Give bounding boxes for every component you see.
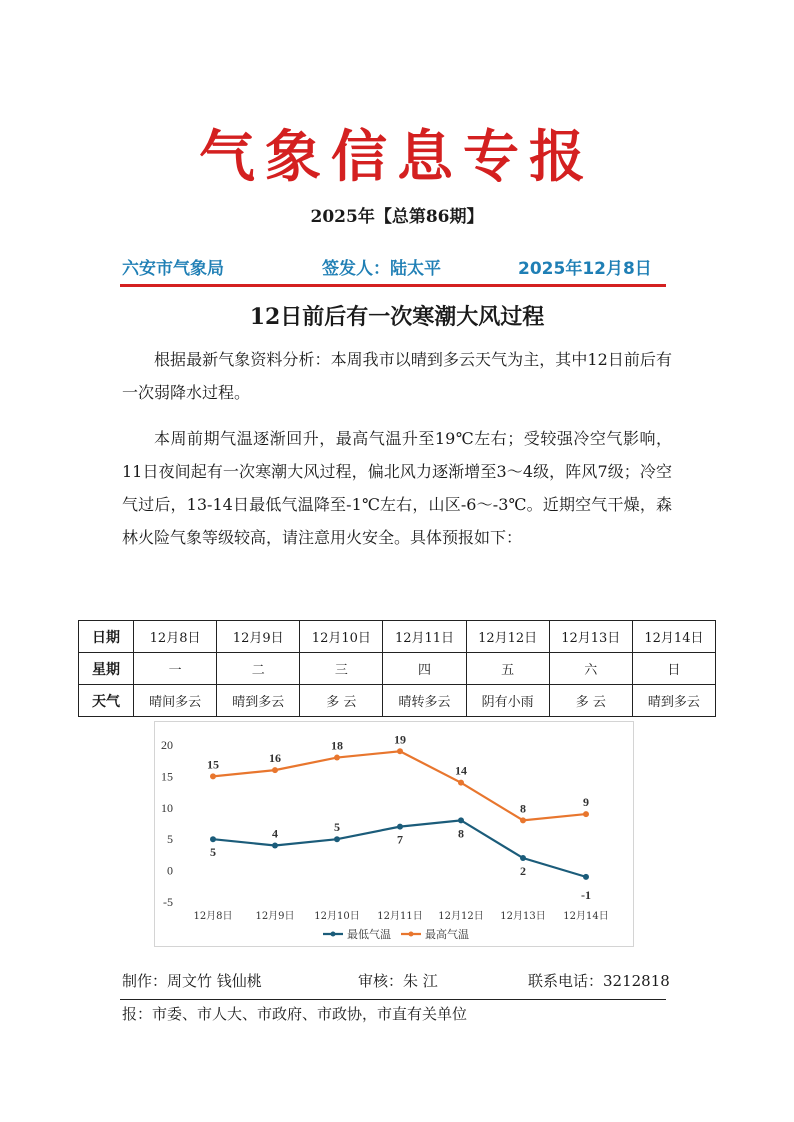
headline: 12日前后有一次寒潮大风过程 <box>249 304 545 330</box>
data-label: 2 <box>520 864 526 879</box>
y-tick-label: 15 <box>161 769 173 784</box>
row-label-date: 日期 <box>79 621 134 653</box>
data-label: 16 <box>269 751 281 766</box>
table-cell-weekday: 四 <box>383 653 466 685</box>
y-tick-label: 10 <box>161 800 173 815</box>
data-point <box>583 811 589 817</box>
y-tick-label: 5 <box>167 832 173 847</box>
data-point <box>520 855 526 861</box>
distribution-list: 报：市委、市人大、市政府、市政协，市直有关单位 <box>122 1005 468 1023</box>
table-cell-date: 12月8日 <box>134 621 217 653</box>
table-cell-weekday: 二 <box>217 653 300 685</box>
table-cell-weather: 多 云 <box>300 685 383 717</box>
table-cell-weekday: 一 <box>134 653 217 685</box>
data-point <box>583 874 589 880</box>
data-point <box>334 836 340 842</box>
data-point <box>334 755 340 761</box>
data-point <box>458 780 464 786</box>
footer-reviewer: 审核：朱 江 <box>358 972 438 990</box>
table-cell-weather: 晴转多云 <box>383 685 466 717</box>
issue-number: 2025年【总第86期】 <box>310 207 484 227</box>
table-cell-date: 12月9日 <box>217 621 300 653</box>
table-cell-weather: 晴到多云 <box>632 685 715 717</box>
legend-marker <box>331 932 336 937</box>
data-label: 9 <box>583 795 589 810</box>
body-paragraph-1: 根据最新气象资料分析：本周我市以晴到多云天气为主，其中12日前后有一次弱降水过程。 <box>122 350 672 402</box>
data-point <box>272 767 278 773</box>
signer: 签发人：陆太平 <box>322 259 441 279</box>
table-cell-weekday: 三 <box>300 653 383 685</box>
table-cell-weekday: 六 <box>549 653 632 685</box>
temperature-chart-svg <box>155 722 633 946</box>
table-cell-date: 12月11日 <box>383 621 466 653</box>
y-tick-label: 20 <box>161 738 173 752</box>
data-point <box>520 817 526 823</box>
footer-divider <box>120 999 666 1000</box>
data-point <box>397 824 403 830</box>
data-label: 15 <box>207 757 219 772</box>
issue-date: 2025年12月8日 <box>518 259 652 279</box>
table-cell-date: 12月10日 <box>300 621 383 653</box>
x-tick-label: 12月10日 <box>314 911 360 922</box>
row-label-weekday: 星期 <box>79 653 134 685</box>
table-cell-weekday: 五 <box>466 653 549 685</box>
x-tick-label: 12月9日 <box>255 911 295 922</box>
data-point <box>210 773 216 779</box>
data-point <box>210 836 216 842</box>
forecast-table <box>78 620 716 717</box>
table-cell-date: 12月14日 <box>632 621 715 653</box>
data-label: 8 <box>458 826 464 841</box>
table-cell-weather: 晴到多云 <box>217 685 300 717</box>
x-tick-label: 12月12日 <box>438 911 484 922</box>
table-cell-weather: 晴间多云 <box>134 685 217 717</box>
table-cell-weather: 阴有小雨 <box>466 685 549 717</box>
legend-entry: 最低气温 <box>347 928 391 941</box>
y-tick-label: 0 <box>167 863 173 878</box>
data-label: 18 <box>331 738 343 753</box>
temperature-chart <box>154 721 634 947</box>
x-tick-label: 12月11日 <box>377 911 423 922</box>
legend-entry: 最高气温 <box>425 928 469 941</box>
footer-phone: 联系电话：3212818 <box>528 972 670 990</box>
footer-maker: 制作：周文竹 钱仙桃 <box>122 972 262 990</box>
data-label: -1 <box>581 887 591 902</box>
document-title: 气象信息专报 <box>199 124 595 190</box>
data-label: 8 <box>520 801 526 816</box>
table-cell-date: 12月12日 <box>466 621 549 653</box>
issuing-organization: 六安市气象局 <box>122 259 224 279</box>
table-row-dates <box>79 621 716 653</box>
x-tick-label: 12月14日 <box>563 911 609 922</box>
y-tick-label: -5 <box>163 895 173 909</box>
body-paragraph-2: 本周前期气温逐渐回升，最高气温升至19℃左右；受较强冷空气影响，11日夜间起有一次寒潮大风过程，偏北风力逐渐增至3～4级，阵风7级；冷空气过后，13-14日最低气温降至-1℃左右，山区-6～-3℃。近期空气干燥，森林火险气象等级较高，请注意用火安全。具体预报如下： <box>122 429 672 547</box>
data-point <box>272 842 278 848</box>
data-label: 5 <box>210 845 216 860</box>
data-label: 5 <box>334 820 340 835</box>
table-cell-weather: 多 云 <box>549 685 632 717</box>
header-divider <box>120 284 666 287</box>
table-cell-date: 12月13日 <box>549 621 632 653</box>
data-label: 4 <box>272 826 278 841</box>
table-cell-weekday: 日 <box>632 653 715 685</box>
data-label: 14 <box>455 763 467 778</box>
table-row-weekdays <box>79 653 716 685</box>
data-label: 19 <box>394 732 406 747</box>
data-point <box>397 748 403 754</box>
table-row-weather <box>79 685 716 717</box>
row-label-weather: 天气 <box>79 685 134 717</box>
x-tick-label: 12月13日 <box>500 911 546 922</box>
data-label: 7 <box>397 832 403 847</box>
x-tick-label: 12月8日 <box>193 911 233 922</box>
data-point <box>458 817 464 823</box>
legend-marker <box>409 932 414 937</box>
